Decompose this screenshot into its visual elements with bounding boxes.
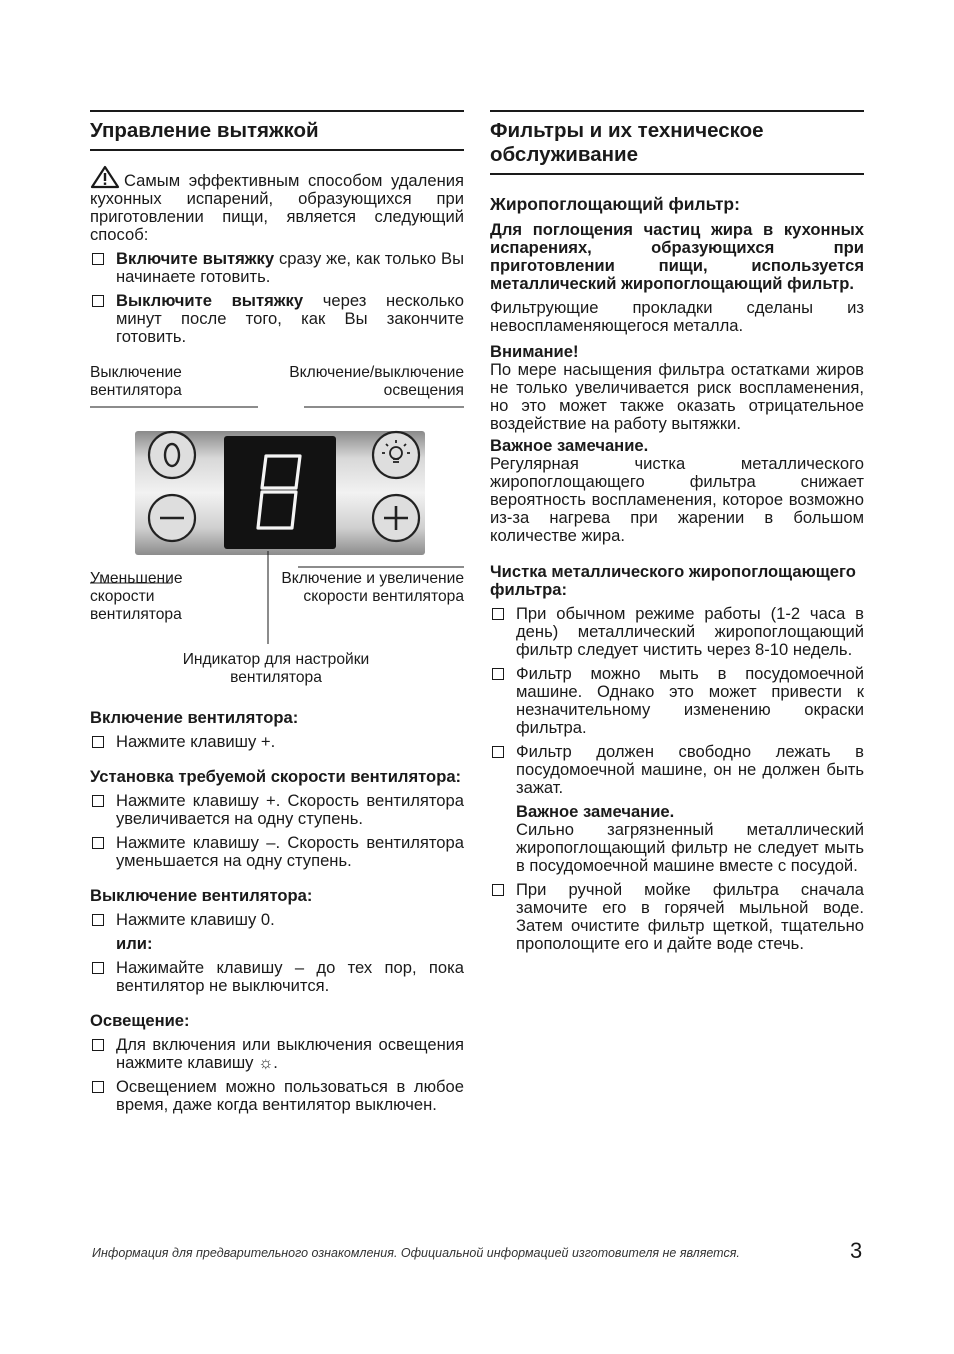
cleaning-list-2 <box>490 881 864 953</box>
list-item <box>490 743 864 797</box>
list-item <box>490 605 864 659</box>
checkbox-icon <box>92 795 104 807</box>
subtitle-grease-filter: Жиропоглощающий фильтр: <box>490 194 740 214</box>
label-decrease: Уменьшение скорости вентилятора <box>90 570 183 623</box>
item-text: При ручной мойке фильтра сначала замочите его в горячей мыльной воде. Затем очистите фильтр щеткой, тщательно прополощите его и дайте воде стечь. <box>516 880 864 953</box>
checkbox-icon <box>92 253 104 265</box>
item-text: Нажмите клавишу –. Скорость вентилятора уменьшается на одну ступень. <box>116 833 464 870</box>
heading-speed: Установка требуемой скорости вентилятора: <box>90 767 462 786</box>
heading-light: Освещение: <box>90 1011 190 1030</box>
plus-button[interactable] <box>373 495 419 541</box>
list-item <box>490 665 864 737</box>
checkbox-icon <box>92 295 104 307</box>
checkbox-icon <box>92 1081 104 1093</box>
intro-paragraph <box>90 165 464 244</box>
material-paragraph: Фильтрующие прокладки сделаны из невоспламеняющегося металла. <box>490 298 864 335</box>
fan-on-list <box>90 733 464 751</box>
left-column <box>90 110 464 1114</box>
list-item <box>90 292 464 346</box>
light-button[interactable] <box>373 432 419 478</box>
speed-list <box>90 792 464 870</box>
item-bold: Выключите вытяжку <box>116 291 304 310</box>
page-number: 3 <box>850 1238 863 1263</box>
heading-fan-on: Включение вентилятора: <box>90 708 299 727</box>
item-bold: Включите вытяжку <box>116 249 275 268</box>
checkbox-icon <box>92 962 104 974</box>
control-panel-figure <box>90 364 464 709</box>
list-item <box>90 1078 464 1114</box>
warning-icon <box>90 165 120 189</box>
checkbox-icon <box>92 914 104 926</box>
list-item <box>90 733 464 751</box>
inner-note-text: Сильно загрязненный металлический жиропоглощающий фильтр не следует мыть в посудомоечной машине вместе с посудой. <box>516 820 864 875</box>
list-item <box>90 1036 464 1072</box>
footer-disclaimer: Информация для предварительного ознакомления. Официальной информацией изготовителя не является. <box>92 1246 740 1260</box>
minus-button[interactable] <box>149 495 195 541</box>
item-text: Фильтр должен свободно лежать в посудомоечной машине, он не должен быть зажат. <box>516 742 864 797</box>
inner-note <box>490 803 864 875</box>
checkbox-icon <box>492 608 504 620</box>
item-text: Для включения или выключения освещения нажмите клавишу ☼. <box>116 1035 464 1072</box>
section-title-control: Управление вытяжкой <box>90 112 464 151</box>
checkbox-icon <box>92 1039 104 1051</box>
item-text: При обычном режиме работы (1-2 часа в день) металлический жиропоглощающий фильтр следует чистить через 8-10 недель. <box>516 604 864 659</box>
item-text: через несколько минут после того, как Вы закончите готовить. <box>116 291 464 346</box>
zero-button[interactable] <box>149 432 195 478</box>
list-item <box>90 959 464 995</box>
section-title-filters: Фильтры и их техническое обслуживание <box>490 112 864 175</box>
item-text: Освещением можно пользоваться в любое время, даже когда вентилятор выключен. <box>116 1077 464 1114</box>
list-item <box>90 250 464 286</box>
checkbox-icon <box>492 746 504 758</box>
checkbox-icon <box>492 884 504 896</box>
cleaning-list <box>490 605 864 797</box>
list-item <box>90 911 464 929</box>
cleaning-heading: Чистка металлического жиропоглощающего фильтра: <box>490 562 856 599</box>
inner-note-heading: Важное замечание. <box>516 802 675 821</box>
list-item <box>490 881 864 953</box>
or-label: или: <box>116 934 153 953</box>
label-light-toggle: Включение/выключение освещения <box>289 364 464 399</box>
lead-paragraph: Для поглощения частиц жира в кухонных испарениях, образующихся при приготовлении пищи, используется металлический жиропоглощающий фильтр. <box>490 220 864 293</box>
item-text: Нажмите клавишу 0. <box>116 910 275 929</box>
item-text: сразу же, как только Вы начинаете готовить. <box>116 249 464 286</box>
checkbox-icon <box>492 668 504 680</box>
note-text: Регулярная чистка металлического жиропоглощающего фильтра снижает вероятность воспламенения, которое возможно из-за нагрева при жарении в большом количестве жира. <box>490 454 864 545</box>
light-list <box>90 1036 464 1114</box>
heading-fan-off: Выключение вентилятора: <box>90 886 313 905</box>
checkbox-icon <box>92 837 104 849</box>
attention-heading: Внимание! <box>490 342 579 361</box>
list-item <box>90 834 464 870</box>
intro-list <box>90 250 464 346</box>
item-text: Фильтр можно мыть в посудомоечной машине. Однако это может привести к незначительному изменению окраски фильтра. <box>516 664 864 737</box>
list-item <box>90 792 464 828</box>
note-heading: Важное замечание. <box>490 436 649 455</box>
fan-off-list-2 <box>90 959 464 995</box>
item-text: Нажимайте клавишу – до тех пор, пока вентилятор не выключится. <box>116 958 464 995</box>
fan-off-list <box>90 911 464 929</box>
checkbox-icon <box>92 736 104 748</box>
label-indicator: Индикатор для настройки вентилятора <box>182 651 370 686</box>
label-fan-off: Выключение вентилятора <box>90 364 182 399</box>
attention-text: По мере насыщения фильтра остатками жиров не только увеличивается риск воспламенения, но это может также оказать отрицательное воздействие на работу вытяжки. <box>490 360 864 433</box>
right-column <box>490 110 864 953</box>
item-text: Нажмите клавишу +. Скорость вентилятора увеличивается на одну ступень. <box>116 791 464 828</box>
label-increase: Включение и увеличение скорости вентилятора <box>281 570 464 605</box>
intro-text: Самым эффективным способом удаления кухонных испарений, образующихся при приготовлении пищи, является следующий способ: <box>90 171 464 244</box>
item-text: Нажмите клавишу +. <box>116 732 276 751</box>
